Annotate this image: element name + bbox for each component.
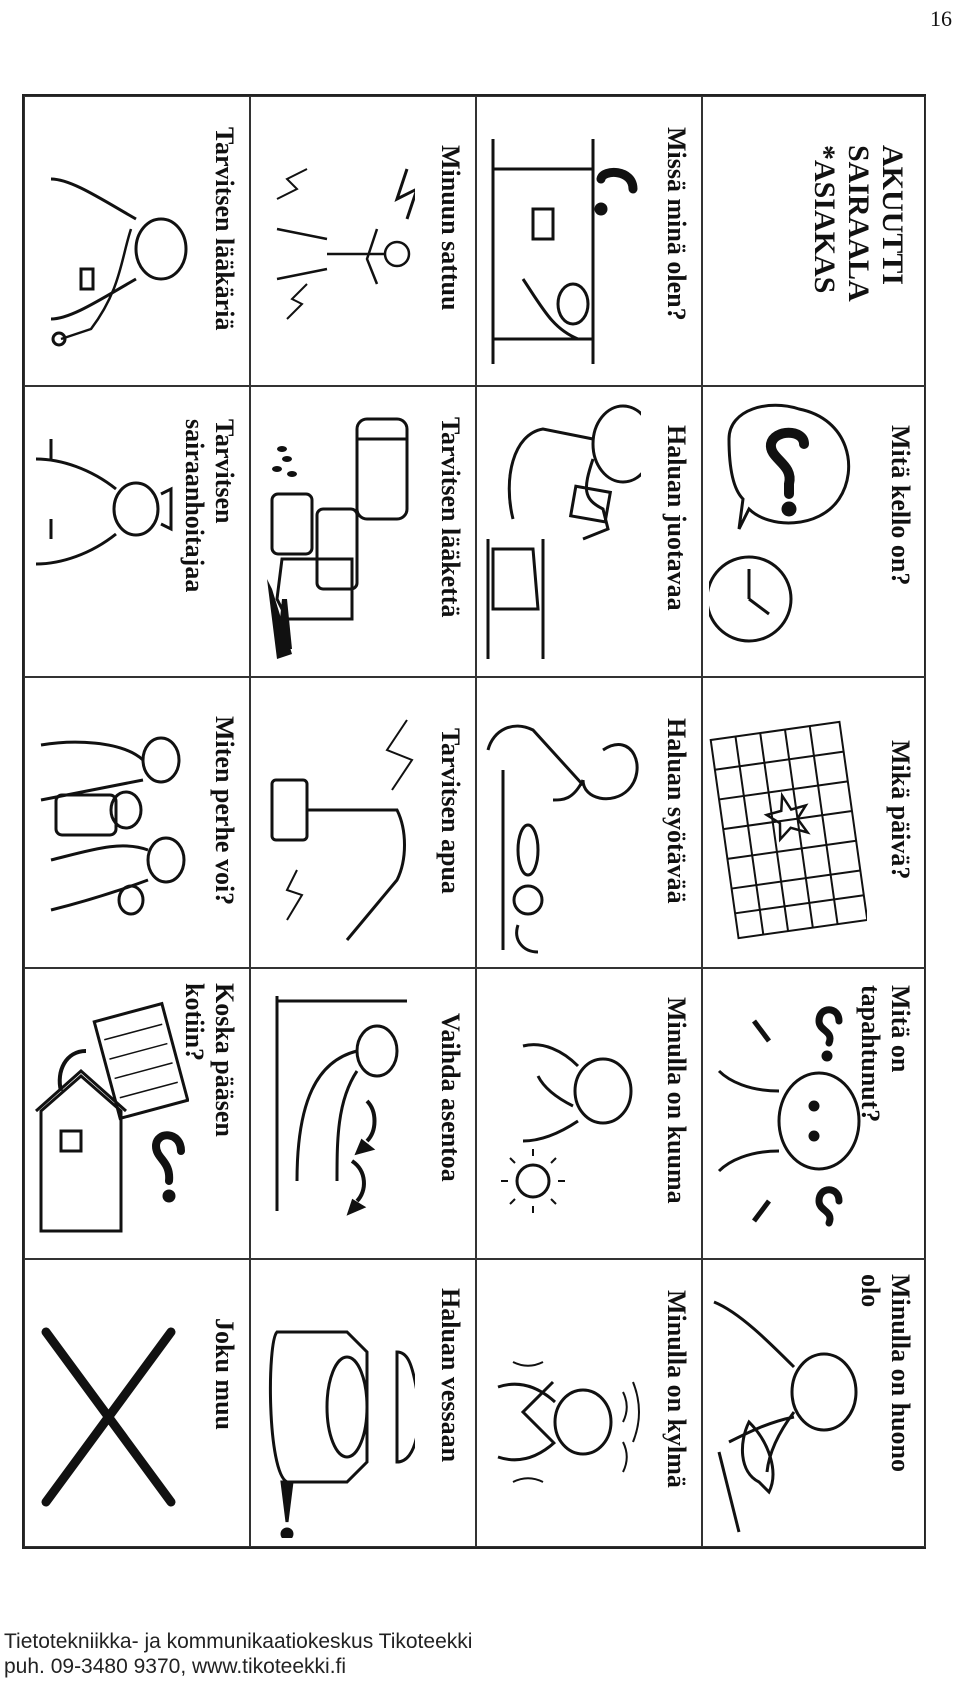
card-label: Tarvitsen sairaanhoitajaa — [180, 419, 239, 593]
card-go-home[interactable] — [24, 968, 250, 1259]
card-feel-cold[interactable] — [476, 1259, 702, 1547]
card-label: Mitä on tapahtunut? — [856, 985, 915, 1123]
clock-icon — [709, 399, 867, 665]
card-label: Mikä päivä? — [886, 740, 915, 880]
card-label: Mitä kello on? — [886, 425, 915, 586]
card-label: Haluan vessaan — [436, 1288, 465, 1463]
medicine-icon — [257, 399, 415, 665]
hot-icon — [483, 981, 641, 1247]
footer-contact: puh. 09-3480 9370, www.tikoteekki.fi — [4, 1655, 347, 1678]
board-title: AKUUTTI SAIRAALA *ASIAKAS — [808, 145, 909, 302]
card-what-happened[interactable] — [702, 968, 926, 1259]
home-icon — [31, 981, 189, 1247]
cross-icon — [31, 1272, 189, 1538]
card-want-drink[interactable] — [476, 386, 702, 677]
card-label: Joku muu — [210, 1318, 239, 1430]
toilet-icon — [257, 1272, 415, 1538]
card-what-time[interactable] — [702, 386, 926, 677]
card-label: Minuun sattuu — [436, 145, 465, 311]
card-label: Minulla on huono olo — [856, 1274, 915, 1472]
card-want-food[interactable] — [476, 677, 702, 968]
footer — [4, 1629, 472, 1679]
calendar-icon — [709, 690, 867, 956]
card-label: Tarvitsen lääkäriä — [210, 127, 239, 331]
family-icon — [31, 690, 189, 956]
card-it-hurts[interactable] — [250, 96, 476, 386]
communication-board — [22, 94, 926, 1549]
card-what-day[interactable] — [702, 677, 926, 968]
nurse-icon — [31, 399, 189, 665]
card-need-doctor[interactable] — [24, 96, 250, 386]
card-something-else[interactable] — [24, 1259, 250, 1547]
card-label: Minulla on kuuma — [662, 997, 691, 1204]
card-label: Miten perhe voi? — [210, 716, 239, 906]
card-label: Missä minä olen? — [662, 127, 691, 321]
card-need-help[interactable] — [250, 677, 476, 968]
page-number: 16 — [930, 6, 952, 31]
card-feel-hot[interactable] — [476, 968, 702, 1259]
card-want-toilet[interactable] — [250, 1259, 476, 1547]
card-label: Tarvitsen apua — [436, 728, 465, 894]
pain-icon — [257, 109, 415, 375]
nausea-icon — [709, 1272, 867, 1538]
confused-person-icon — [709, 981, 867, 1247]
card-label: Vaihda asentoa — [436, 1013, 465, 1182]
card-need-nurse[interactable] — [24, 386, 250, 677]
call-button-icon — [257, 690, 415, 956]
title-cell — [702, 96, 926, 386]
card-change-position[interactable] — [250, 968, 476, 1259]
card-family[interactable] — [24, 677, 250, 968]
card-label: Minulla on kylmä — [662, 1290, 691, 1488]
doctor-icon — [31, 109, 189, 375]
drink-icon — [483, 399, 641, 665]
food-icon — [483, 690, 641, 956]
card-feel-sick[interactable] — [702, 1259, 926, 1547]
footer-organization: Tietotekniikka- ja kommunikaatiokeskus Tikoteekki — [4, 1630, 473, 1653]
change-position-icon — [257, 981, 415, 1247]
card-where-am-i[interactable] — [476, 96, 702, 386]
card-label: Haluan juotavaa — [662, 425, 691, 611]
card-label: Koska pääsen kotiin? — [180, 983, 239, 1137]
card-label: Tarvitsen lääkettä — [436, 417, 465, 618]
hospital-bed-icon — [483, 109, 641, 375]
cold-icon — [483, 1272, 641, 1538]
card-need-medicine[interactable] — [250, 386, 476, 677]
card-label: Haluan syötävää — [662, 718, 691, 904]
